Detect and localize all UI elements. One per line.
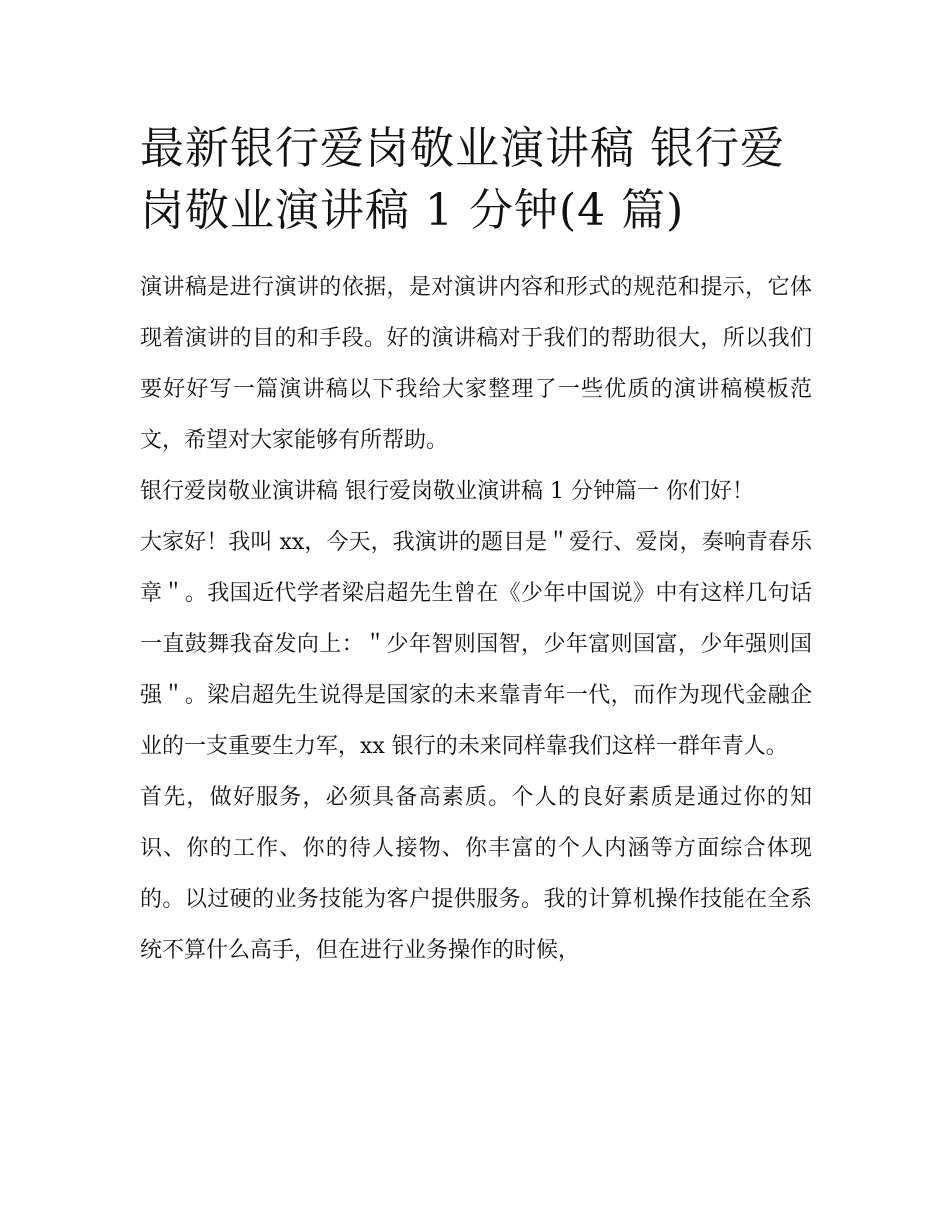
paragraph-greeting: 大家好！我叫 xx，今天，我演讲的题目是＂爱行、爱岗，奏响青春乐章＂。我国近代学者梁启超先生曾在《少年中国说》中有这样几句话一直鼓舞我奋发向上：＂少年智则国智，少年富则国富，少年强则国强＂。梁启超先生说得是国家的未来靠青年一代，而作为现代金融企业的一支重要生力军，xx 银行的未来同样靠我们这样一群年青人。 bbox=[140, 530, 812, 759]
document-title: 最新银行爱岗敬业演讲稿 银行爱岗敬业演讲稿 1 分钟(4 篇) bbox=[140, 123, 785, 236]
paragraph-service: 首先，做好服务，必须具备高素质。个人的良好素质是通过你的知识、你的工作、你的待人接物、你丰富的个人内涵等方面综合体现的。以过硬的业务技能为客户提供服务。我的计算机操作技能在全系统不算什么高手，但在进行业务操作的时候， bbox=[140, 785, 812, 963]
document-content bbox=[140, 118, 812, 976]
paragraph-intro: 演讲稿是进行演讲的依据，是对演讲内容和形式的规范和提示，它体现着演讲的目的和手段。好的演讲稿对于我们的帮助很大，所以我们要好好写一篇演讲稿以下我给大家整理了一些优质的演讲稿模板范文，希望对大家能够有所帮助。 bbox=[140, 275, 812, 453]
paragraph-section-heading: 银行爱岗敬业演讲稿 银行爱岗敬业演讲稿 1 分钟篇一 你们好！ bbox=[140, 479, 754, 504]
